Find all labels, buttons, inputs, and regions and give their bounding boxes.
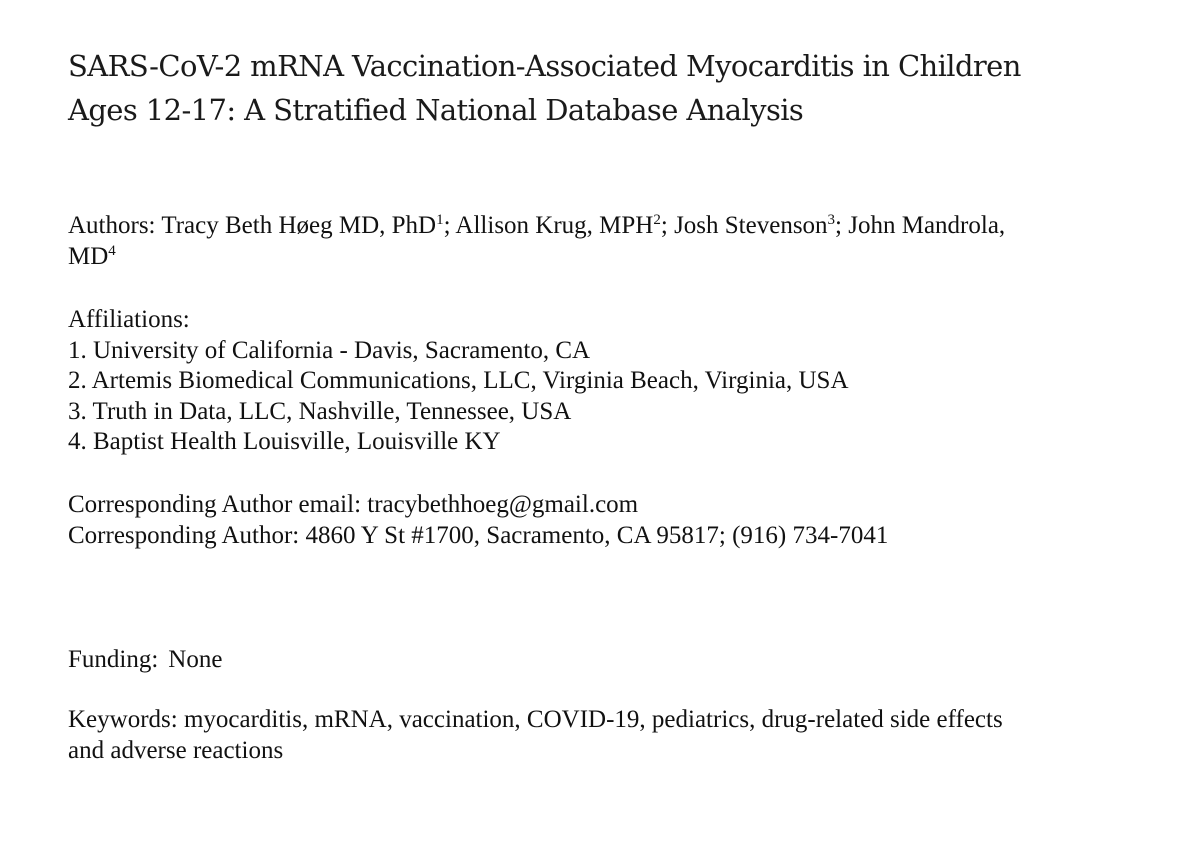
authors-line-1: Authors: Tracy Beth Høeg MD, PhD$^1$; Allison Krug, MPH$^2$; Josh Stevenson$^3$; John Mandrola, xyxy=(68,212,1006,239)
author-affiliation-marker: 4 xyxy=(108,242,116,259)
paper-title xyxy=(68,44,1148,132)
author-name: Allison Krug, MPH xyxy=(455,212,654,239)
funding-value: None xyxy=(168,646,223,673)
affiliation-item: 1. University of California - Davis, Sacramento, CA xyxy=(68,336,591,364)
author-name: John Mandrola, xyxy=(848,212,1006,239)
corresponding-email: Corresponding Author email: tracybethhoeg@gmail.com xyxy=(68,491,639,518)
author-name: Josh Stevenson xyxy=(674,212,828,239)
funding-line xyxy=(68,645,1148,676)
affiliation-item: 3. Truth in Data, LLC, Nashville, Tennessee, USA xyxy=(68,397,572,425)
corresponding-author-block xyxy=(68,490,1148,551)
affiliations-heading: Affiliations: xyxy=(68,306,190,333)
corresponding-address: Corresponding Author: 4860 Y St #1700, Sacramento, CA 95817; (916) 734-7041 xyxy=(68,521,889,549)
affiliation-item: 4. Baptist Health Louisville, Louisville KY xyxy=(68,428,501,455)
paper-title-line-1: SARS-CoV-2 mRNA Vaccination-Associated Myocarditis in Children xyxy=(68,49,1021,83)
authors-label: Authors: xyxy=(68,212,156,239)
keywords-block xyxy=(68,705,1148,766)
author-affiliation-marker: 3 xyxy=(827,212,836,228)
affiliations-block xyxy=(68,305,1148,458)
funding-label: Funding: xyxy=(68,646,159,673)
author-name: Tracy Beth Høeg MD, PhD xyxy=(161,212,437,239)
paper-title-line-2: Ages 12-17: A Stratified National Database Analysis xyxy=(68,93,804,127)
keywords-line-2: and adverse reactions xyxy=(68,736,284,764)
authors-block xyxy=(68,211,1148,272)
author-affiliation-marker: 2 xyxy=(653,212,661,228)
authors-line-2 xyxy=(68,242,1148,273)
author-name-continued: MD xyxy=(68,242,109,270)
keywords-line-1: Keywords: myocarditis, mRNA, vaccination, COVID-19, pediatrics, drug-related side effects xyxy=(68,706,1003,733)
affiliation-item: 2. Artemis Biomedical Communications, LLC, Virginia Beach, Virginia, USA xyxy=(68,367,849,394)
author-affiliation-marker: 1 xyxy=(436,212,444,228)
funding-block xyxy=(68,645,1148,676)
